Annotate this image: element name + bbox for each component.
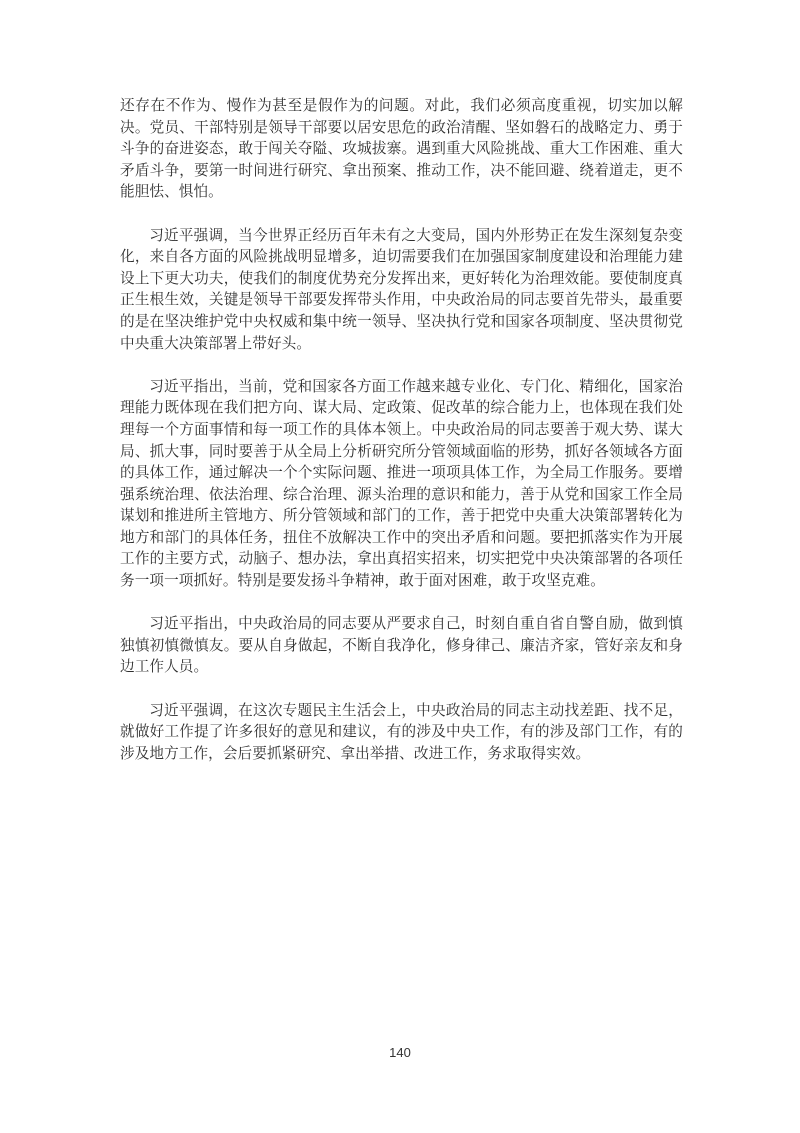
page-footer bbox=[0, 1044, 800, 1062]
document-body bbox=[120, 96, 683, 765]
paragraph: 习近平强调，在这次专题民主生活会上，中央政治局的同志主动找差距、找不足，就做好工作提了许多很好的意见和建议，有的涉及中央工作，有的涉及部门工作，有的涉及地方工作，会后要抓紧研究、拿出举措、改进工作，务求取得实效。 bbox=[120, 702, 683, 762]
paragraph-continuation: 还存在不作为、慢作为甚至是假作为的问题。对此，我们必须高度重视，切实加以解决。党员、干部特别是领导干部要以居安思危的政治清醒、坚如磐石的战略定力、勇于斗争的奋进姿态，敢于闯关夺隘、攻城拔寨。遇到重大风险挑战、重大工作困难、重大矛盾斗争，要第一时间进行研究、拿出预案、推动工作，决不能回避、绕着道走，更不能胆怯、惧怕。 bbox=[120, 98, 683, 201]
paragraph: 习近平强调，当今世界正经历百年未有之大变局，国内外形势正在发生深刻复杂变化，来自各方面的风险挑战明显增多，迫切需要我们在加强国家制度建设和治理能力建设上下更大功夫，使我们的制度优势充分发挥出来，更好转化为治理效能。要使制度真正生根生效，关键是领导干部要发挥带头作用，中央政治局的同志要首先带头，最重要的是在坚决维护党中央权威和集中统一领导、坚决执行党和国家各项制度、坚决贯彻党中央重大决策部署上带好头。 bbox=[120, 227, 683, 352]
page-number: 140 bbox=[389, 1045, 411, 1060]
paragraph: 习近平指出，当前，党和国家各方面工作越来越专业化、专门化、精细化，国家治理能力既体现在我们把方向、谋大局、定政策、促改革的综合能力上，也体现在我们处理每一个方面事情和每一项工作的具体本领上。中央政治局的同志要善于观大势、谋大局、抓大事，同时要善于从全局上分析研究所分管领域面临的形势，抓好各领域各方面的具体工作，通过解决一个个实际问题、推进一项项具体工作，为全局工作服务。要增强系统治理、依法治理、综合治理、源头治理的意识和能力，善于从党和国家工作全局谋划和推进所主管地方、所分管领域和部门的工作，善于把党中央重大决策部署转化为地方和部门的具体任务，扭住不放解决工作中的突出矛盾和问题。要把抓落实作为开展工作的主要方式，动脑子、想办法，拿出真招实招来，切实把党中央决策部署的各项任务一项一项抓好。特别是要发扬斗争精神，敢于面对困难，敢于攻坚克难。 bbox=[120, 378, 683, 590]
paragraph: 习近平指出，中央政治局的同志要从严要求自己，时刻自重自省自警自励，做到慎独慎初慎微慎友。要从自身做起，不断自我净化，修身律己、廉洁齐家，管好亲友和身边工作人员。 bbox=[120, 616, 683, 676]
